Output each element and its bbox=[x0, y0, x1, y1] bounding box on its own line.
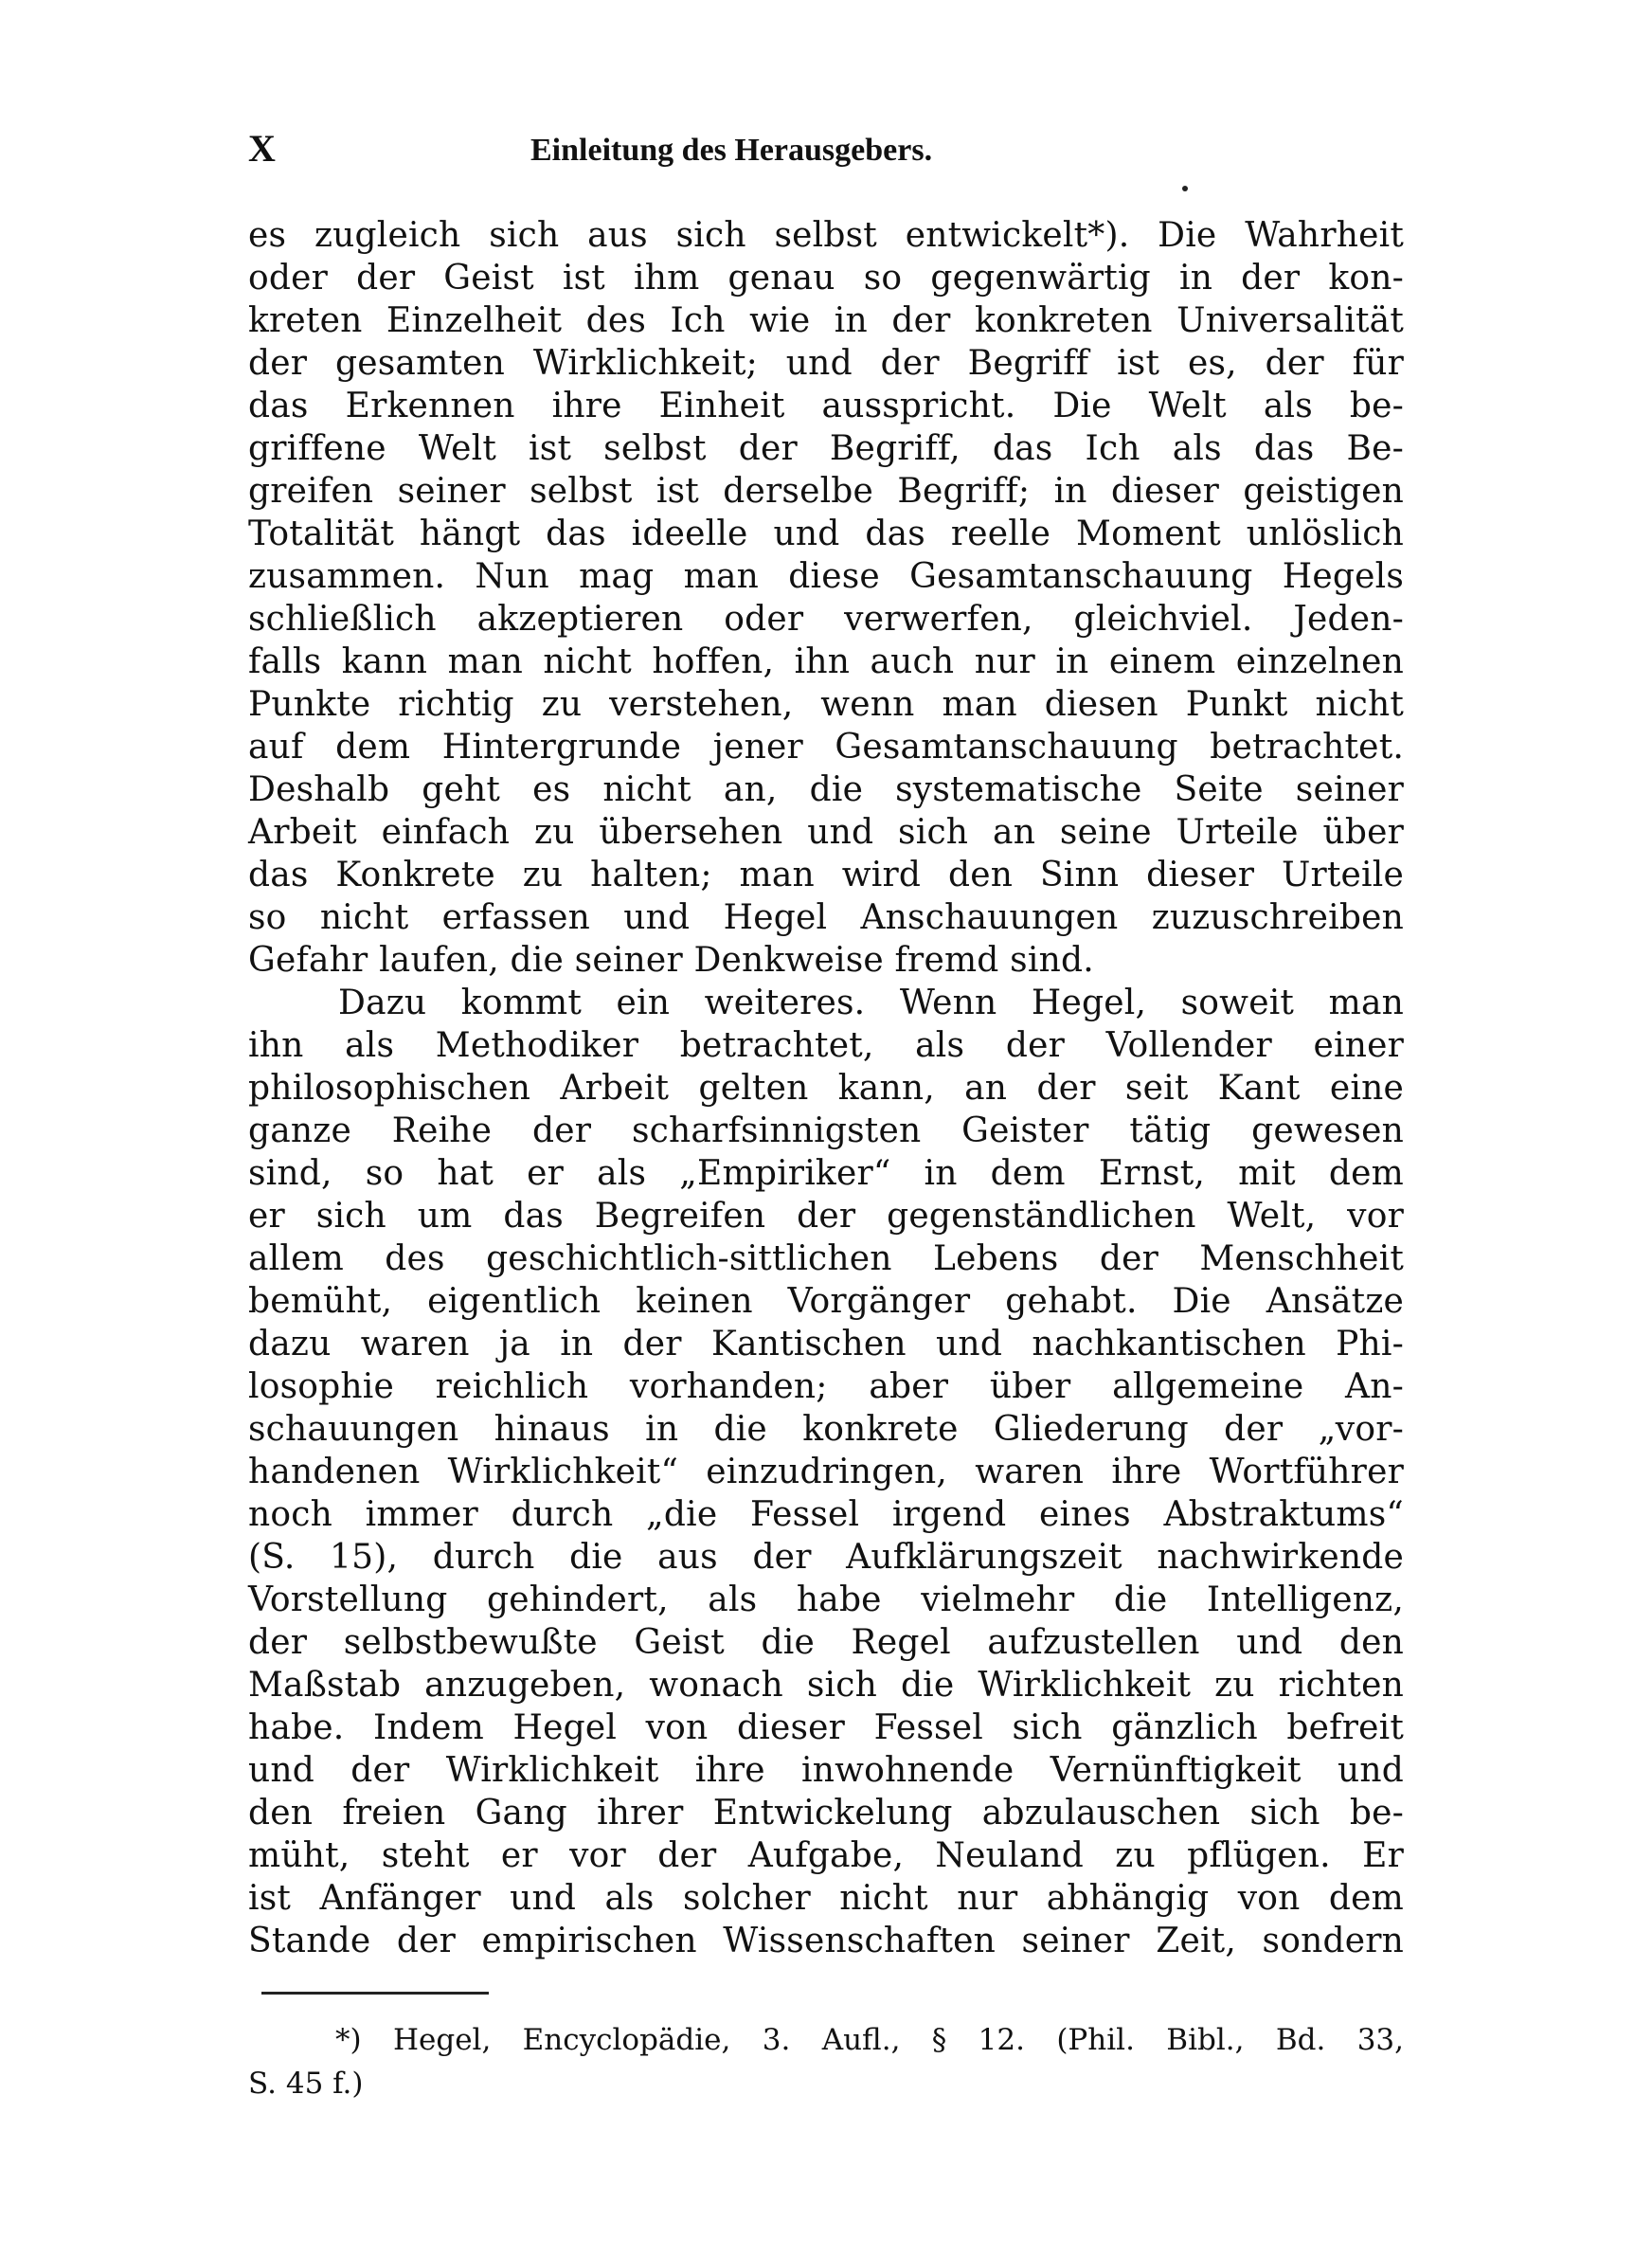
text-line: griffene Welt ist selbst der Begriff, das Ich als das Be- bbox=[248, 429, 1404, 468]
text-line: losophie reichlich vorhanden; aber über allgemeine An- bbox=[248, 1367, 1404, 1406]
text-line: schauungen hinaus in die konkrete Gliederung der „vor- bbox=[248, 1410, 1404, 1449]
text-line: zusammen. Nun mag man diese Gesamtanschauung Hegels bbox=[248, 557, 1404, 596]
text-line: Stande der empirischen Wissenschaften seiner Zeit, sondern bbox=[248, 1922, 1404, 1960]
text-line: greifen seiner selbst ist derselbe Begriff; in dieser geistigen bbox=[248, 472, 1404, 511]
text-line: oder der Geist ist ihm genau so gegenwärtig in der kon- bbox=[248, 259, 1404, 298]
running-head bbox=[248, 125, 1385, 172]
text-line: Deshalb geht es nicht an, die systematische Seite seiner bbox=[248, 770, 1404, 809]
text-line: ihn als Methodiker betrachtet, als der Vollender einer bbox=[248, 1026, 1404, 1065]
text-line: ist Anfänger und als solcher nicht nur abhängig von dem bbox=[248, 1879, 1404, 1918]
text-line: bemüht, eigentlich keinen Vorgänger gehabt. Die Ansätze bbox=[248, 1282, 1404, 1321]
text-line: das Erkennen ihre Einheit ausspricht. Die Welt als be- bbox=[248, 387, 1404, 425]
text-line: handenen Wirklichkeit“ einzudringen, waren ihre Wortführer bbox=[248, 1453, 1404, 1491]
text-line: der selbstbewußte Geist die Regel aufzustellen und den bbox=[248, 1623, 1404, 1662]
text-line: (S. 15), durch die aus der Aufklärungszeit nachwirkende bbox=[248, 1538, 1404, 1577]
text-line: habe. Indem Hegel von dieser Fessel sich gänzlich befreit bbox=[248, 1708, 1404, 1747]
text-line: dazu waren ja in der Kantischen und nachkantischen Phi- bbox=[248, 1325, 1404, 1363]
text-line: müht, steht er vor der Aufgabe, Neuland zu pflügen. Er bbox=[248, 1836, 1404, 1875]
text-line: allem des geschichtlich-sittlichen Lebens der Menschheit bbox=[248, 1239, 1404, 1278]
paragraph-first-line: Dazu kommt ein weiteres. Wenn Hegel, soweit man bbox=[338, 984, 1404, 1022]
text-line: Arbeit einfach zu übersehen und sich an seine Urteile über bbox=[248, 813, 1404, 852]
text-line: es zugleich sich aus sich selbst entwickelt*). Die Wahrheit bbox=[248, 216, 1404, 255]
ink-speck bbox=[1182, 186, 1188, 191]
text-line: kreten Einzelheit des Ich wie in der konkreten Universalität bbox=[248, 301, 1404, 340]
text-line: und der Wirklichkeit ihre inwohnende Vernünftigkeit und bbox=[248, 1751, 1404, 1790]
footnote-line: *) Hegel, Encyclopädie, 3. Aufl., § 12. (Phil. Bibl., Bd. 33, bbox=[335, 2023, 1404, 2057]
text-line: er sich um das Begreifen der gegenständlichen Welt, vor bbox=[248, 1197, 1404, 1236]
footnote-line: S. 45 f.) bbox=[248, 2067, 364, 2101]
footnote-rule bbox=[261, 1992, 489, 1995]
text-line: noch immer durch „die Fessel irgend eines Abstraktums“ bbox=[248, 1495, 1404, 1534]
text-line: auf dem Hintergrunde jener Gesamtanschauung betrachtet. bbox=[248, 728, 1404, 767]
text-line: Totalität hängt das ideelle und das reelle Moment unlöslich bbox=[248, 515, 1404, 553]
page-number: X bbox=[248, 127, 276, 170]
text-line: den freien Gang ihrer Entwickelung abzulauschen sich be- bbox=[248, 1794, 1404, 1833]
text-line: philosophischen Arbeit gelten kann, an der seit Kant eine bbox=[248, 1069, 1404, 1108]
text-line: sind, so hat er als „Empiriker“ in dem Ernst, mit dem bbox=[248, 1154, 1404, 1193]
text-line: falls kann man nicht hoffen, ihn auch nur in einem einzelnen bbox=[248, 642, 1404, 681]
text-line: der gesamten Wirklichkeit; und der Begriff ist es, der für bbox=[248, 344, 1404, 383]
text-line: das Konkrete zu halten; man wird den Sinn dieser Urteile bbox=[248, 856, 1404, 894]
text-line: Maßstab anzugeben, wonach sich die Wirklichkeit zu richten bbox=[248, 1666, 1404, 1705]
text-line: Vorstellung gehindert, als habe vielmehr die Intelligenz, bbox=[248, 1580, 1404, 1619]
footnote bbox=[248, 2018, 1404, 2105]
text-line: schließlich akzeptieren oder verwerfen, gleichviel. Jeden- bbox=[248, 600, 1404, 639]
running-title: Einleitung des Herausgebers. bbox=[530, 133, 933, 168]
body-text bbox=[248, 214, 1404, 1962]
text-line: Punkte richtig zu verstehen, wenn man diesen Punkt nicht bbox=[248, 685, 1404, 724]
text-line: ganze Reihe der scharfsinnigsten Geister tätig gewesen bbox=[248, 1111, 1404, 1150]
paragraph-last-line: Gefahr laufen, die seiner Denkweise fremd sind. bbox=[248, 941, 1094, 980]
text-line: so nicht erfassen und Hegel Anschauungen zuzuschreiben bbox=[248, 898, 1404, 937]
